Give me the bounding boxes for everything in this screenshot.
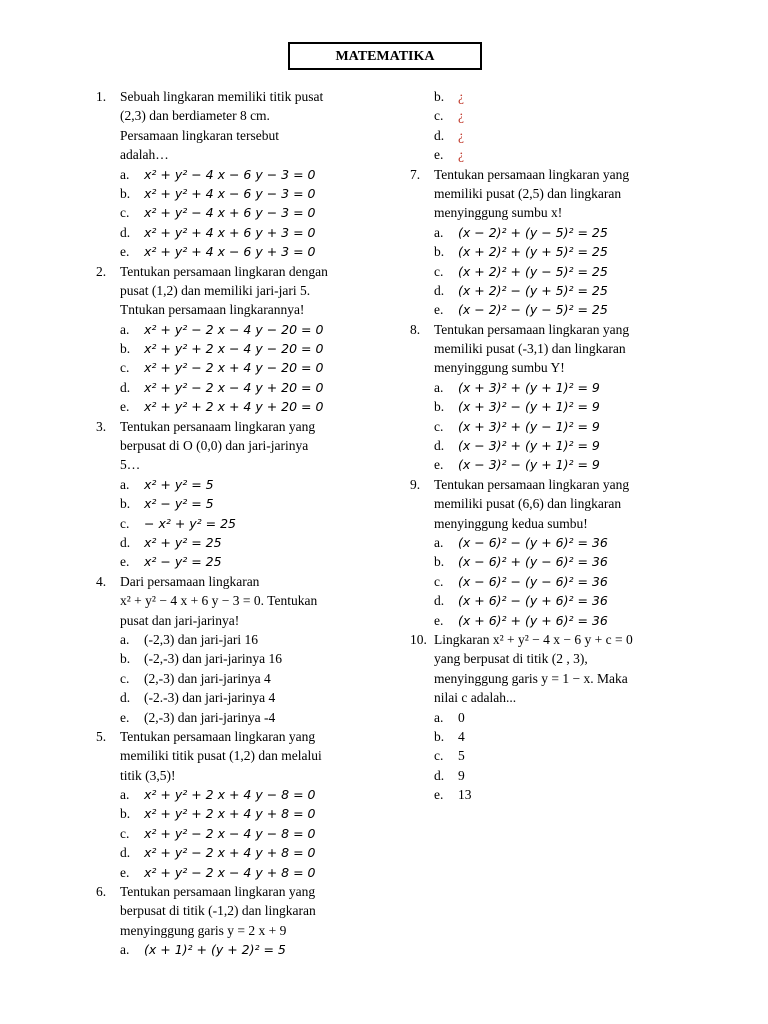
option-text: (-2,3) dan jari-jari 16 xyxy=(144,631,258,647)
answer-option xyxy=(96,514,376,533)
question-text: titik (3,5)! xyxy=(120,767,176,783)
option-letter: c. xyxy=(434,108,444,124)
answer-option xyxy=(96,203,376,222)
question-number: 1. xyxy=(96,89,107,104)
answer-option xyxy=(96,708,376,727)
option-equation: x² + y² − 2 x + 4 y + 8 = 0 xyxy=(144,845,316,861)
option-letter: d. xyxy=(434,593,445,609)
option-equation: x² + y² − 4 x + 6 y − 3 = 0 xyxy=(144,205,316,221)
question-number: 3. xyxy=(96,418,107,434)
question-text: pusat dan jari-jarinya! xyxy=(120,612,240,628)
question-text-continued xyxy=(96,611,376,630)
answer-option xyxy=(410,87,670,106)
answer-option xyxy=(410,533,670,552)
question-text-continued xyxy=(410,688,670,707)
answer-option xyxy=(410,746,670,765)
option-equation: (x + 6)² − (y + 6)² = 36 xyxy=(458,593,608,609)
question-text-continued xyxy=(410,339,670,358)
question-text: menyinggung kedua sumbu! xyxy=(434,515,588,531)
option-equation: (x + 3)² + (y − 1)² = 9 xyxy=(458,418,600,434)
answer-option xyxy=(410,378,670,397)
option-equation: (x + 2)² + (y − 5)² = 25 xyxy=(458,263,608,279)
answer-option xyxy=(410,785,670,804)
answer-option xyxy=(410,242,670,261)
answer-option xyxy=(96,320,376,339)
option-letter: a. xyxy=(434,224,444,240)
option-equation: (x − 2)² + (y − 5)² = 25 xyxy=(458,224,608,240)
answer-option xyxy=(410,611,670,630)
question-number: 8. xyxy=(410,321,421,337)
option-letter: e. xyxy=(120,244,130,260)
option-equation: (x + 2)² + (y + 5)² = 25 xyxy=(458,244,608,260)
option-placeholder-glyph: ¿ xyxy=(458,89,464,104)
question-text: Persamaan lingkaran tersebut xyxy=(120,127,279,143)
option-letter: b. xyxy=(120,185,131,201)
question-text-continued xyxy=(410,494,670,513)
question-text: yang berpusat di titik (2 , 3), xyxy=(434,651,588,667)
answer-option xyxy=(96,940,376,959)
question-line xyxy=(96,882,376,901)
answer-option xyxy=(96,688,376,707)
answer-option xyxy=(96,223,376,242)
option-equation: (x − 6)² + (y − 6)² = 36 xyxy=(458,554,608,570)
question-text: memiliki pusat (2,5) dan lingkaran xyxy=(434,185,622,201)
option-text: 13 xyxy=(458,787,472,803)
option-letter: e. xyxy=(434,302,444,318)
left-column xyxy=(96,87,376,960)
option-letter: c. xyxy=(120,515,130,531)
question-line xyxy=(410,630,670,649)
question-text: Lingkaran x² + y² − 4 x − 6 y + c = 0 xyxy=(434,631,633,647)
question-text-continued xyxy=(410,184,670,203)
right-column xyxy=(410,87,670,804)
option-equation: x² + y² − 2 x − 4 y + 20 = 0 xyxy=(144,379,324,395)
answer-option xyxy=(410,145,670,164)
option-equation: x² + y² + 2 x + 4 y + 20 = 0 xyxy=(144,399,324,415)
answer-option xyxy=(96,824,376,843)
option-letter: d. xyxy=(434,438,445,454)
question-text: Tentukan persanaam lingkaran yang xyxy=(120,418,316,434)
option-equation: x² − y² = 25 xyxy=(144,554,222,570)
option-letter: b. xyxy=(120,806,131,822)
option-letter: e. xyxy=(120,864,130,880)
option-letter: a. xyxy=(120,476,130,492)
option-placeholder-glyph: ¿ xyxy=(458,108,464,124)
question-text: 5… xyxy=(120,457,141,473)
option-letter: c. xyxy=(434,573,444,589)
answer-option xyxy=(96,649,376,668)
option-letter: d. xyxy=(434,282,445,298)
option-equation: x² − y² = 5 xyxy=(144,496,214,512)
question-text: berpusat di O (0,0) dan jari-jarinya xyxy=(120,438,309,454)
question-line xyxy=(410,320,670,339)
option-equation: x² + y² + 2 x + 4 y − 8 = 0 xyxy=(144,787,316,803)
option-letter: a. xyxy=(434,379,444,395)
question-text: Tentukan persamaan lingkaran yang xyxy=(434,321,630,337)
option-letter: c. xyxy=(120,360,130,376)
question-text-continued xyxy=(96,126,376,145)
option-letter: a. xyxy=(120,787,130,803)
option-equation: x² + y² + 4 x − 6 y − 3 = 0 xyxy=(144,185,316,201)
answer-option xyxy=(96,339,376,358)
question-text-continued xyxy=(410,203,670,222)
option-equation: x² + y² + 2 x + 4 y + 8 = 0 xyxy=(144,806,316,822)
question-text: Tntukan persamaan lingkarannya! xyxy=(120,302,305,318)
option-equation: x² + y² + 2 x − 4 y − 20 = 0 xyxy=(144,341,324,357)
page-title: MATEMATIKA xyxy=(288,42,482,70)
option-text: 0 xyxy=(458,709,465,725)
question-text: Sebuah lingkaran memiliki titik pusat xyxy=(120,89,324,104)
option-text: 5 xyxy=(458,748,465,764)
answer-option xyxy=(96,184,376,203)
option-letter: b. xyxy=(434,89,445,104)
answer-option xyxy=(410,397,670,416)
question-text-continued xyxy=(96,436,376,455)
option-text: 4 xyxy=(458,728,465,744)
option-text: (-2.-3) dan jari-jarinya 4 xyxy=(144,690,276,706)
option-letter: c. xyxy=(120,825,130,841)
option-letter: e. xyxy=(434,612,444,628)
answer-option xyxy=(410,552,670,571)
option-letter: e. xyxy=(434,147,444,163)
answer-option xyxy=(96,843,376,862)
question-text-continued xyxy=(96,746,376,765)
question-text-continued xyxy=(96,591,376,610)
answer-option xyxy=(96,552,376,571)
question-text: memiliki pusat (-3,1) dan lingkaran xyxy=(434,341,626,357)
answer-option xyxy=(96,785,376,804)
option-letter: e. xyxy=(120,554,130,570)
answer-option xyxy=(410,262,670,281)
option-equation: (x + 1)² + (y + 2)² = 5 xyxy=(144,942,286,958)
answer-option xyxy=(410,766,670,785)
option-letter: b. xyxy=(120,341,131,357)
question-text: memiliki titik pusat (1,2) dan melalui xyxy=(120,748,322,764)
option-placeholder-glyph: ¿ xyxy=(458,147,464,163)
option-letter: d. xyxy=(120,379,131,395)
question-number: 5. xyxy=(96,728,107,744)
answer-option xyxy=(410,727,670,746)
answer-option xyxy=(410,455,670,474)
question-text: menyinggung garis y = 2 x + 9 xyxy=(120,922,287,938)
answer-option xyxy=(410,126,670,145)
option-letter: d. xyxy=(434,767,445,783)
answer-option xyxy=(96,358,376,377)
option-equation: (x + 3)² − (y + 1)² = 9 xyxy=(458,399,600,415)
question-text-continued xyxy=(96,145,376,164)
question-text: menyinggung garis y = 1 − x. Maka xyxy=(434,670,628,686)
question-text-continued xyxy=(96,901,376,920)
question-text: nilai c adalah... xyxy=(434,690,517,706)
answer-option xyxy=(410,417,670,436)
answer-option xyxy=(410,572,670,591)
option-equation: x² + y² + 4 x − 6 y + 3 = 0 xyxy=(144,244,316,260)
option-letter: e. xyxy=(120,709,130,725)
question-line xyxy=(410,475,670,494)
question-text: menyinggung sumbu Y! xyxy=(434,360,565,376)
question-line xyxy=(96,262,376,281)
option-equation: x² + y² − 2 x − 4 y − 8 = 0 xyxy=(144,825,316,841)
question-text-continued xyxy=(410,649,670,668)
question-text: pusat (1,2) dan memiliki jari-jari 5. xyxy=(120,282,311,298)
question-text-continued xyxy=(410,669,670,688)
option-letter: c. xyxy=(434,418,444,434)
question-number: 10. xyxy=(410,631,427,647)
option-equation: (x + 6)² + (y + 6)² = 36 xyxy=(458,612,608,628)
question-line xyxy=(96,572,376,591)
option-letter: b. xyxy=(120,496,131,512)
option-equation: x² + y² − 2 x − 4 y − 20 = 0 xyxy=(144,321,324,337)
answer-option xyxy=(96,242,376,261)
question-text-continued xyxy=(96,106,376,125)
option-equation: x² + y² − 2 x + 4 y − 20 = 0 xyxy=(144,360,324,376)
option-equation: x² + y² + 4 x + 6 y + 3 = 0 xyxy=(144,224,316,240)
option-text: 9 xyxy=(458,767,465,783)
option-letter: e. xyxy=(434,787,444,803)
option-letter: d. xyxy=(120,534,131,550)
question-text: adalah… xyxy=(120,147,169,163)
question-text: Tentukan persamaan lingkaran yang xyxy=(434,476,630,492)
question-text: x² + y² − 4 x + 6 y − 3 = 0. Tentukan xyxy=(120,593,318,609)
option-placeholder-glyph: ¿ xyxy=(458,127,464,143)
answer-option xyxy=(410,223,670,242)
answer-option xyxy=(410,106,670,125)
option-letter: e. xyxy=(434,457,444,473)
option-letter: a. xyxy=(434,534,444,550)
option-equation: (x − 6)² − (y − 6)² = 36 xyxy=(458,573,608,589)
option-equation: − x² + y² = 25 xyxy=(144,515,237,531)
option-letter: b. xyxy=(434,244,445,260)
question-text: Tentukan persamaan lingkaran dengan xyxy=(120,263,328,279)
option-letter: c. xyxy=(120,670,130,686)
question-line xyxy=(96,727,376,746)
answer-option xyxy=(410,300,670,319)
option-letter: b. xyxy=(434,399,445,415)
answer-option xyxy=(96,494,376,513)
option-letter: b. xyxy=(434,554,445,570)
option-letter: e. xyxy=(120,399,130,415)
question-text: Dari persamaan lingkaran xyxy=(120,573,260,589)
question-text: (2,3) dan berdiameter 8 cm. xyxy=(120,108,270,124)
question-line xyxy=(96,417,376,436)
option-text: (2,-3) dan jari-jarinya -4 xyxy=(144,709,276,725)
question-number: 7. xyxy=(410,166,421,182)
question-text-continued xyxy=(410,514,670,533)
option-equation: (x + 2)² − (y + 5)² = 25 xyxy=(458,282,608,298)
question-line xyxy=(410,165,670,184)
answer-option xyxy=(96,863,376,882)
option-letter: b. xyxy=(434,728,445,744)
answer-option xyxy=(96,669,376,688)
question-number: 9. xyxy=(410,476,421,492)
option-letter: c. xyxy=(434,748,444,764)
option-equation: x² + y² = 5 xyxy=(144,476,214,492)
option-letter: a. xyxy=(434,709,444,725)
answer-option xyxy=(96,804,376,823)
question-text-continued xyxy=(96,766,376,785)
answer-option xyxy=(96,630,376,649)
answer-option xyxy=(96,475,376,494)
question-text: Tentukan persamaan lingkaran yang xyxy=(434,166,630,182)
option-letter: d. xyxy=(120,845,131,861)
option-equation: (x − 2)² − (y − 5)² = 25 xyxy=(458,302,608,318)
option-letter: d. xyxy=(120,690,131,706)
question-text-continued xyxy=(96,300,376,319)
question-text: berpusat di titik (-1,2) dan lingkaran xyxy=(120,903,316,919)
answer-option xyxy=(96,533,376,552)
option-equation: (x − 3)² + (y + 1)² = 9 xyxy=(458,438,600,454)
question-text-continued xyxy=(96,455,376,474)
answer-option xyxy=(96,165,376,184)
option-text: (2,-3) dan jari-jarinya 4 xyxy=(144,670,271,686)
option-letter: d. xyxy=(434,127,445,143)
question-text-continued xyxy=(96,281,376,300)
question-number: 6. xyxy=(96,884,107,900)
option-letter: c. xyxy=(434,263,444,279)
answer-option xyxy=(96,378,376,397)
question-text: Tentukan persamaan lingkaran yang xyxy=(120,884,316,900)
question-text: menyinggung sumbu x! xyxy=(434,205,563,221)
question-text: memiliki pusat (6,6) dan lingkaran xyxy=(434,496,622,512)
option-letter: a. xyxy=(120,166,130,182)
question-text-continued xyxy=(96,921,376,940)
option-letter: a. xyxy=(120,631,130,647)
answer-option xyxy=(96,397,376,416)
option-equation: x² + y² − 2 x − 4 y + 8 = 0 xyxy=(144,864,316,880)
question-number: 4. xyxy=(96,573,107,589)
option-equation: x² + y² = 25 xyxy=(144,534,222,550)
option-letter: b. xyxy=(120,651,131,667)
option-equation: (x + 3)² + (y + 1)² = 9 xyxy=(458,379,600,395)
option-equation: (x − 6)² − (y + 6)² = 36 xyxy=(458,534,608,550)
option-letter: a. xyxy=(120,942,130,958)
question-text-continued xyxy=(410,358,670,377)
question-line xyxy=(96,87,376,106)
option-letter: a. xyxy=(120,321,130,337)
answer-option xyxy=(410,281,670,300)
option-equation: x² + y² − 4 x − 6 y − 3 = 0 xyxy=(144,166,316,182)
answer-option xyxy=(410,708,670,727)
option-equation: (x − 3)² − (y + 1)² = 9 xyxy=(458,457,600,473)
option-letter: d. xyxy=(120,224,131,240)
question-number: 2. xyxy=(96,263,107,279)
option-letter: c. xyxy=(120,205,130,221)
answer-option xyxy=(410,591,670,610)
question-text: Tentukan persamaan lingkaran yang xyxy=(120,728,316,744)
option-text: (-2,-3) dan jari-jarinya 16 xyxy=(144,651,282,667)
answer-option xyxy=(410,436,670,455)
